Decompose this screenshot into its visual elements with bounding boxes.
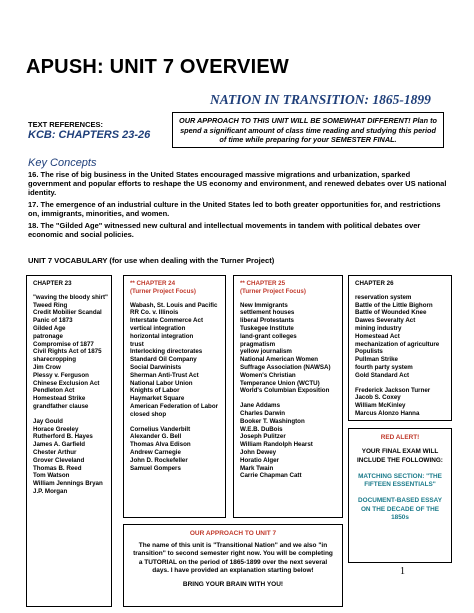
vocab-term: Temperance Union (WCTU): [240, 379, 320, 387]
vocab-term: Women's Christian: [240, 371, 296, 379]
approach-note-text: OUR APPROACH TO THIS UNIT WILL BE SOMEWHAT DIFFERENT! Plan to spend a significant amount of class time reading and studying this period of time while preparing for your SEMESTER FINAL.: [179, 116, 437, 144]
vocab-term: Battle of the Little Bighorn: [355, 301, 433, 309]
vocab-term: Credit Mobilier Scandal: [33, 309, 102, 317]
vocab-term: Horatio Alger: [240, 456, 279, 464]
key-concept-18: 18. The "Gilded Age" witnessed new cultural and intellectual movements in tandem with political debates over economic and social policies.: [28, 221, 421, 239]
vocab-term: Tom Watson: [33, 472, 70, 480]
dbq-section: DOCUMENT-BASED ESSAY ON THE DECADE OF THE 1850s: [358, 497, 442, 522]
our-approach-title: OUR APPROACH TO UNIT 7: [189, 530, 277, 537]
vocab-term: National American Women: [240, 356, 319, 364]
red-alert-line: YOUR FINAL EXAM WILL INCLUDE THE FOLLOWING:: [357, 448, 443, 464]
vocab-term: Frederick Jackson Turner: [355, 386, 431, 394]
vocab-term: trust: [130, 340, 144, 348]
kcb-chapters: KCB: CHAPTERS 23-26: [28, 129, 151, 141]
vocab-term: Gilded Age: [33, 324, 66, 332]
vocab-term: James A. Garfield: [33, 441, 86, 449]
vocab-term: Chinese Exclusion Act: [33, 379, 100, 387]
vocab-term: RR Co. v. Illinois: [130, 309, 179, 317]
vocab-term: Homestead Strike: [33, 395, 86, 403]
vocab-term: sharecropping: [33, 356, 76, 364]
vocab-term: Dawes Severalty Act: [355, 317, 416, 325]
vocab-term: Joseph Pulitzer: [240, 433, 286, 441]
vocab-term: Thomas Alva Edison: [130, 441, 191, 449]
vocab-title: UNIT 7 VOCABULARY (for use when dealing with the Turner Project): [28, 256, 275, 265]
vocab-term: Haymarket Square: [130, 395, 185, 403]
vocab-term: Pullman Strike: [355, 356, 398, 364]
vocab-term: Carrie Chapman Catt: [240, 472, 302, 480]
vocab-term: Homestead Act: [355, 332, 400, 340]
chapter-24-heading: ** CHAPTER 24: [130, 280, 176, 287]
vocab-term: Knights of Labor: [130, 387, 180, 395]
text-references-label: TEXT REFERENCES:: [28, 120, 104, 129]
vocab-term: Interstate Commerce Act: [130, 317, 204, 325]
chapter-25-focus: (Turner Project Focus): [240, 287, 306, 295]
vocab-term: Standard Oil Company: [130, 356, 197, 364]
vocab-term: Cornelius Vanderbilt: [130, 425, 191, 433]
vocab-term: Gold Standard Act: [355, 371, 410, 379]
vocab-term: vertical integration: [130, 324, 186, 332]
vocab-term: Panic of 1873: [33, 317, 73, 325]
vocab-term: Booker T. Washington: [240, 417, 305, 425]
vocab-term: W.E.B. DuBois: [240, 425, 283, 433]
vocab-term: grandfather clause: [33, 402, 89, 410]
vocab-term: Grover Cleveland: [33, 456, 85, 464]
vocab-term: patronage: [33, 332, 63, 340]
vocab-term: settlement houses: [240, 309, 295, 317]
vocab-term: land-grant colleges: [240, 332, 297, 340]
vocab-term: yellow journalism: [240, 348, 292, 356]
vocab-term: Marcus Alonzo Hanna: [355, 409, 420, 417]
vocab-term: Social Darwinists: [130, 363, 182, 371]
vocab-term: Pendleton Act: [33, 387, 75, 395]
chapter-23-box: [26, 275, 112, 607]
matching-section: MATCHING SECTION: "THE FIFTEEN ESSENTIALS": [358, 472, 442, 489]
vocab-term: Rutherford B. Hayes: [33, 433, 93, 441]
vocab-term: Jay Gould: [33, 417, 63, 425]
vocab-term: New Immigrants: [240, 301, 288, 309]
vocab-term: Andrew Carnegie: [130, 448, 181, 456]
vocab-term: liberal Protestants: [240, 317, 294, 325]
vocab-term: American Federation of Labor: [130, 402, 219, 410]
unit-subtitle: NATION IN TRANSITION: 1865-1899: [210, 92, 431, 107]
vocab-term: reservation system: [355, 293, 412, 301]
key-concept-16: 16. The rise of big business in the United States encouraged massive migrations and urbanization, sparked government and popular efforts to reshape the US economy and environment, and renewed debates over US national identity.: [28, 170, 447, 197]
vocab-term: William McKinley: [355, 402, 406, 410]
vocab-term: John Dewey: [240, 448, 277, 456]
vocab-term: Tuskegee Institute: [240, 324, 294, 332]
vocab-term: "waving the bloody shirt": [33, 293, 108, 301]
vocab-term: Jane Addams: [240, 402, 281, 410]
chapter-25-box: [233, 275, 343, 518]
vocab-term: Jacob S. Coxey: [355, 394, 401, 402]
our-approach-box: [123, 524, 343, 607]
vocab-term: Alexander G. Bell: [130, 433, 182, 441]
vocab-term: Jim Crow: [33, 363, 61, 371]
red-alert-title: RED ALERT!: [380, 434, 420, 441]
vocab-term: Compromise of 1877: [33, 340, 94, 348]
vocab-term: William Randolph Hearst: [240, 441, 313, 449]
key-concepts-heading: Key Concepts: [28, 157, 97, 169]
vocab-term: pragmatism: [240, 340, 276, 348]
page-number: 1: [400, 566, 405, 577]
chapter-24-box: [123, 275, 226, 518]
vocab-term: Horace Greeley: [33, 425, 79, 433]
vocab-term: John D. Rockefeller: [130, 456, 188, 464]
vocab-term: J.P. Morgan: [33, 487, 68, 495]
chapter-26-box: [348, 275, 452, 421]
vocab-term: mining industry: [355, 324, 402, 332]
vocab-term: Plessy v. Ferguson: [33, 371, 89, 379]
vocab-term: Suffrage Association (NAWSA): [240, 363, 331, 371]
chapter-26-heading: CHAPTER 26: [355, 280, 394, 287]
vocab-term: horizontal integration: [130, 332, 194, 340]
our-approach-closing: BRING YOUR BRAIN WITH YOU!: [182, 581, 284, 589]
vocab-term: Wabash, St. Louis and Pacific: [130, 301, 218, 309]
vocab-term: Civil Rights Act of 1875: [33, 348, 102, 356]
vocab-term: Sherman Anti-Trust Act: [130, 371, 199, 379]
vocab-term: Mark Twain: [240, 464, 274, 472]
our-approach-body: The name of this unit is "Transitional Nation" and we also "in transition" to second semester right now. You will be completing a TUTORIAL on the period of 1865-1899 over the next several days. I have provided an explanation starting below!: [133, 542, 333, 574]
vocab-term: fourth party system: [355, 363, 413, 371]
vocab-term: closed shop: [130, 410, 167, 418]
vocab-term: National Labor Union: [130, 379, 193, 387]
vocab-term: Populists: [355, 348, 383, 356]
chapter-25-heading: ** CHAPTER 25: [240, 280, 286, 287]
vocab-term: Interlocking directorates: [130, 348, 203, 356]
red-alert-box: [348, 428, 452, 563]
vocab-term: World's Columbian Exposition: [240, 387, 330, 395]
vocab-term: Samuel Gompers: [130, 464, 181, 472]
chapter-24-focus: (Turner Project Focus): [130, 287, 196, 295]
vocab-term: mechanization of agriculture: [355, 340, 440, 348]
vocab-term: Tweed Ring: [33, 301, 68, 309]
vocab-term: Battle of Wounded Knee: [355, 309, 427, 317]
approach-note-box: [172, 112, 444, 148]
key-concept-17: 17. The emergence of an industrial culture in the United States led to both greater opportunities for, and restrictions on, immigrants, minorities, and women.: [28, 200, 441, 218]
page-title: APUSH: UNIT 7 OVERVIEW: [26, 56, 289, 78]
vocab-term: Chester Arthur: [33, 448, 77, 456]
chapter-23-heading: CHAPTER 23: [33, 280, 72, 287]
vocab-term: Charles Darwin: [240, 409, 286, 417]
vocab-term: Thomas B. Reed: [33, 464, 82, 472]
vocab-term: William Jennings Bryan: [33, 480, 103, 488]
